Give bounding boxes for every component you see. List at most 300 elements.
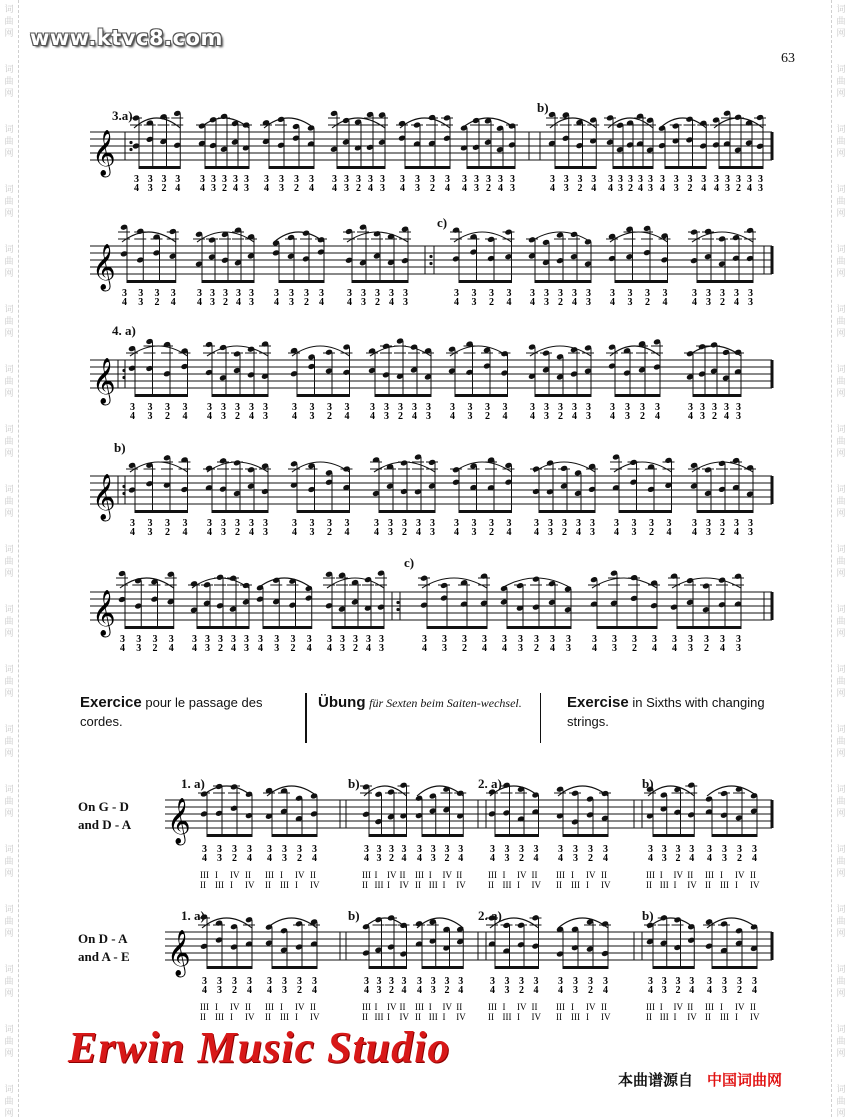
fingering-digit: 3 xyxy=(471,518,477,529)
repeat-dot xyxy=(429,255,432,258)
fingering-digit: 4 xyxy=(347,297,352,308)
fingering-digit: 3 xyxy=(221,411,226,422)
fingering-digit: 3 xyxy=(412,402,417,413)
margin-watermark-glyph: 曲 xyxy=(4,677,14,687)
fingering-digit: 3 xyxy=(422,634,427,645)
margin-watermark-glyph: 曲 xyxy=(836,617,846,627)
fingering-digit: 3 xyxy=(592,634,597,645)
fingering-digit: 3 xyxy=(714,174,719,185)
beam xyxy=(207,966,252,969)
fingering-digit: 3 xyxy=(222,174,227,185)
margin-watermark-glyph: 词 xyxy=(4,785,14,795)
margin-watermark-glyph: 词 xyxy=(836,665,846,675)
slur xyxy=(454,232,512,242)
string-numeral: IV xyxy=(687,1012,697,1022)
margin-watermark-glyph: 曲 xyxy=(4,497,14,507)
slur xyxy=(264,118,314,128)
fingering-digit: 4 xyxy=(274,297,279,308)
fingering-digit: 3 xyxy=(688,634,693,645)
fingering-digit: 3 xyxy=(736,402,741,413)
label-3c: c) xyxy=(437,215,448,230)
string-numeral: II xyxy=(245,1002,251,1012)
string-numeral: II xyxy=(705,1012,711,1022)
fingering-digit: 3 xyxy=(379,643,384,654)
margin-watermark-glyph: 网 xyxy=(4,989,14,999)
string-numeral: II xyxy=(646,880,652,890)
fingering-digit: 4 xyxy=(592,643,597,654)
fingering-digit: 4 xyxy=(454,527,459,538)
fingering-digit: 3 xyxy=(415,174,420,185)
string-numeral: I xyxy=(673,880,677,890)
fingering-digit: 2 xyxy=(588,853,593,864)
margin-watermark-glyph: 曲 xyxy=(4,197,14,207)
fingering-digit: 3 xyxy=(706,527,711,538)
fingering-digit: 3 xyxy=(722,976,727,987)
fingering-digit: 2 xyxy=(486,183,491,194)
margin-watermark-glyph: 曲 xyxy=(4,377,14,387)
fingering-digit: 3 xyxy=(504,976,510,987)
fingering-digit: 4 xyxy=(422,643,427,654)
fingering-digit: 4 xyxy=(534,527,539,538)
beam xyxy=(139,166,180,169)
fingering-digit: 4 xyxy=(200,183,205,194)
fingering-digit: 2 xyxy=(588,985,593,996)
fingering-digit: 3 xyxy=(138,288,144,299)
fingering-digit: 3 xyxy=(608,174,613,185)
fingering-digit: 3 xyxy=(661,853,667,864)
margin-watermark-glyph: 曲 xyxy=(836,1037,846,1047)
fingering-digit: 3 xyxy=(282,853,287,864)
string-label-1-line2: and D - A xyxy=(78,817,132,832)
beam xyxy=(615,280,668,283)
fingering-digit: 3 xyxy=(263,411,268,422)
fingering-digit: 4 xyxy=(482,643,487,654)
fingering-digit: 2 xyxy=(232,853,237,864)
string-numeral: I xyxy=(502,1002,506,1012)
fingering-digit: 4 xyxy=(638,183,643,194)
slur xyxy=(364,918,407,928)
beam xyxy=(405,166,450,169)
fingering-digit: 2 xyxy=(628,183,633,194)
fingering-digit: 2 xyxy=(165,411,170,422)
string-numeral: II xyxy=(399,1002,406,1012)
fingering-digit: 3 xyxy=(306,634,312,645)
fingering-digit: 3 xyxy=(720,634,725,645)
repeat-dot xyxy=(429,262,432,265)
fingering-digit: 3 xyxy=(591,174,597,185)
string-numeral: III xyxy=(374,1012,384,1022)
fingering-digit: 4 xyxy=(498,183,503,194)
fingering-digit: 3 xyxy=(430,527,435,538)
beam xyxy=(535,394,591,397)
fingering-digit: 3 xyxy=(249,288,254,299)
string-numeral: IV xyxy=(295,870,305,880)
slur xyxy=(130,346,188,356)
string-numeral: II xyxy=(265,880,271,890)
section-german-title: Übung xyxy=(318,694,366,711)
fingering-digit: 2 xyxy=(640,411,645,422)
fingering-digit: 3 xyxy=(279,174,284,185)
string-numeral: III xyxy=(280,1012,289,1022)
margin-watermark-glyph: 网 xyxy=(836,509,846,519)
string-numeral: III xyxy=(200,870,209,880)
string-numeral: II xyxy=(200,880,206,890)
fingering-digit: 3 xyxy=(489,288,494,299)
margin-watermark-glyph: 网 xyxy=(836,989,846,999)
fingering-digit: 4 xyxy=(707,853,712,864)
fingering-digit: 3 xyxy=(563,183,569,194)
fingering-digit: 3 xyxy=(263,527,268,538)
fingering-digit: 3 xyxy=(502,634,507,645)
string-numeral: IV xyxy=(387,870,397,880)
fingering-digit: 3 xyxy=(550,174,555,185)
fingering-digit: 3 xyxy=(688,643,693,654)
fingering-digit: 3 xyxy=(361,297,366,308)
string-numeral: I xyxy=(387,880,390,890)
fingering-digit: 3 xyxy=(274,643,280,654)
fingering-digit: 3 xyxy=(758,183,763,194)
fingering-digit: 3 xyxy=(374,518,379,529)
fingering-digit: 4 xyxy=(610,411,615,422)
fingering-digit: 3 xyxy=(758,174,763,185)
fingering-digit: 4 xyxy=(614,527,619,538)
fingering-digit: 3 xyxy=(672,634,677,645)
fingering-digit: 3 xyxy=(486,174,491,185)
string-numeral: IV xyxy=(399,1012,409,1022)
fingering-digit: 3 xyxy=(327,402,332,413)
margin-watermark-glyph: 词 xyxy=(4,965,14,975)
slur xyxy=(558,918,608,928)
fingering-digit: 3 xyxy=(401,976,407,987)
fingering-digit: 3 xyxy=(533,976,539,987)
string-numeral: I xyxy=(720,870,723,880)
beam xyxy=(495,966,539,969)
fingering-digit: 3 xyxy=(244,643,249,654)
fingering-digit: 4 xyxy=(401,985,407,996)
margin-watermark-glyph: 曲 xyxy=(836,317,846,327)
fingering-digit: 3 xyxy=(319,288,324,299)
fingering-digit: 3 xyxy=(747,174,752,185)
fingering-digit: 3 xyxy=(573,985,578,996)
beam xyxy=(495,834,539,837)
fingering-digit: 3 xyxy=(692,518,697,529)
fingering-digit: 3 xyxy=(648,183,653,194)
string-numeral: II xyxy=(399,870,406,880)
fingering-digit: 3 xyxy=(737,844,742,855)
fingering-digit: 3 xyxy=(210,297,215,308)
fingering-digit: 3 xyxy=(666,518,672,529)
fingering-digit: 3 xyxy=(704,634,709,645)
beam xyxy=(127,280,176,283)
fingering-digit: 3 xyxy=(707,844,712,855)
margin-watermark-glyph: 词 xyxy=(836,1085,846,1095)
fingering-digit: 3 xyxy=(292,402,297,413)
fingering-digit: 3 xyxy=(380,174,385,185)
string-numeral: I xyxy=(387,1012,390,1022)
string-numeral: IV xyxy=(531,1012,541,1022)
source-prefix: 本曲谱源自 xyxy=(618,1071,694,1089)
fingering-digit: 4 xyxy=(312,985,317,996)
fingering-digit: 4 xyxy=(572,297,577,308)
fingering-digit: 4 xyxy=(450,411,455,422)
margin-watermark-glyph: 词 xyxy=(836,245,846,255)
source-credit xyxy=(618,1069,782,1090)
fingering-digit: 4 xyxy=(462,183,467,194)
fingering-digit: 3 xyxy=(417,976,422,987)
slur xyxy=(202,786,252,796)
fingering-digit: 3 xyxy=(655,402,660,413)
section-french-text: pour le passage des cordes. xyxy=(80,695,263,729)
fingering-digit: 4 xyxy=(689,985,695,996)
fingering-digit: 2 xyxy=(222,183,227,194)
string-numeral: I xyxy=(295,1012,298,1022)
slur xyxy=(258,578,312,588)
fingering-digit: 3 xyxy=(235,518,240,529)
fingering-digit: 3 xyxy=(165,518,170,529)
fingering-digit: 3 xyxy=(737,976,742,987)
fingering-digit: 3 xyxy=(462,174,467,185)
studio-watermark: Erwin Music Studio xyxy=(68,1023,451,1072)
string-numeral: II xyxy=(705,880,711,890)
section-french xyxy=(80,693,307,743)
margin-watermark-glyph: 词 xyxy=(4,245,14,255)
fingering-digit: 2 xyxy=(737,985,742,996)
fingering-digit: 3 xyxy=(724,402,729,413)
fingering-digit: 3 xyxy=(518,634,523,645)
fingering-digit: 3 xyxy=(618,183,623,194)
fingering-digit: 4 xyxy=(364,985,369,996)
fingering-digit: 3 xyxy=(603,976,608,987)
fingering-digit: 4 xyxy=(454,297,459,308)
beam xyxy=(459,510,512,513)
fingering-digit: 3 xyxy=(734,518,739,529)
fingering-digit: 4 xyxy=(558,853,563,864)
fingering-digit: 2 xyxy=(534,643,539,654)
margin-watermark-glyph: 曲 xyxy=(836,77,846,87)
fingering-digit: 4 xyxy=(120,643,125,654)
fingering-digit: 3 xyxy=(590,527,595,538)
string-numeral: II xyxy=(531,1002,538,1012)
source-site: 中国词曲网 xyxy=(707,1071,783,1089)
fingering-digit: 3 xyxy=(327,634,332,645)
fingering-digit: 3 xyxy=(625,411,630,422)
fingering-digit: 3 xyxy=(645,288,650,299)
fingering-digit: 3 xyxy=(510,183,515,194)
string-numeral: II xyxy=(556,1012,562,1022)
string-numeral: IV xyxy=(673,870,683,880)
fingering-digit: 3 xyxy=(661,976,667,987)
string-numeral: III xyxy=(659,880,669,890)
fingering-digit: 3 xyxy=(389,288,394,299)
string-numeral: II xyxy=(601,1002,607,1012)
fingering-digit: 4 xyxy=(734,527,739,538)
slur xyxy=(417,786,463,796)
slur xyxy=(130,462,188,472)
string-numeral: III xyxy=(215,1012,224,1022)
fingering-digit: 3 xyxy=(720,518,725,529)
string-numeral: I xyxy=(586,880,589,890)
fingering-digit: 4 xyxy=(591,183,597,194)
string-numeral: IV xyxy=(673,1002,683,1012)
fingering-digit: 3 xyxy=(614,518,619,529)
fingering-digit: 3 xyxy=(752,844,757,855)
margin-watermark-glyph: 网 xyxy=(836,869,846,879)
margin-watermark-glyph: 曲 xyxy=(836,797,846,807)
fingering-digit: 2 xyxy=(353,643,358,654)
fingering-digit: 4 xyxy=(368,183,373,194)
fingering-digit: 3 xyxy=(364,976,369,987)
fingering-digit: 3 xyxy=(700,411,705,422)
fingering-digit: 3 xyxy=(590,518,595,529)
fingering-digit: 3 xyxy=(725,174,730,185)
fingering-digit: 3 xyxy=(205,643,210,654)
fingering-digit: 3 xyxy=(403,297,408,308)
fingering-digit: 2 xyxy=(519,853,524,864)
treble-clef: 𝄞 xyxy=(92,244,116,290)
label-ex1-2b: b) xyxy=(642,776,654,791)
fingering-digit: 3 xyxy=(274,288,279,299)
fingering-digit: 3 xyxy=(518,643,523,654)
fingering-digit: 3 xyxy=(403,288,408,299)
fingering-digit: 4 xyxy=(306,643,312,654)
margin-watermark-glyph: 网 xyxy=(4,389,14,399)
fingering-digit: 3 xyxy=(563,174,569,185)
margin-watermark-glyph: 曲 xyxy=(836,497,846,507)
string-numeral: II xyxy=(415,1012,421,1022)
string-numeral: IV xyxy=(245,1012,255,1022)
string-numeral: IV xyxy=(517,870,527,880)
fingering-digit: 3 xyxy=(347,288,352,299)
slur xyxy=(417,918,463,928)
margin-watermark-glyph: 网 xyxy=(836,329,846,339)
fingering-digit: 4 xyxy=(652,643,657,654)
treble-clef: 𝄞 xyxy=(92,130,116,176)
margin-watermark-glyph: 词 xyxy=(4,185,14,195)
string-numeral: IV xyxy=(310,1012,320,1022)
fingering-digit: 3 xyxy=(379,634,384,645)
fingering-digit: 3 xyxy=(454,288,459,299)
string-numeral: I xyxy=(230,880,233,890)
fingering-digit: 4 xyxy=(292,527,297,538)
beam xyxy=(712,966,757,969)
string-numeral: III xyxy=(659,1012,669,1022)
beam xyxy=(269,166,314,169)
fingering-digit: 2 xyxy=(218,643,223,654)
fingering-digit: 4 xyxy=(364,853,369,864)
fingering-digit: 3 xyxy=(282,985,287,996)
string-numeral: II xyxy=(687,1002,694,1012)
treble-clef: 𝄞 xyxy=(92,590,116,636)
fingering-digit: 3 xyxy=(282,976,287,987)
fingering-digit: 3 xyxy=(249,297,254,308)
fingering-digit: 2 xyxy=(687,183,693,194)
fingering-digit: 3 xyxy=(661,844,667,855)
string-numeral: II xyxy=(556,880,562,890)
string-numeral: II xyxy=(646,1012,652,1022)
fingering-digit: 3 xyxy=(235,402,240,413)
string-numeral: IV xyxy=(517,1002,527,1012)
fingering-digit: 3 xyxy=(675,844,681,855)
margin-watermark-glyph: 网 xyxy=(836,569,846,579)
margin-watermark-glyph: 曲 xyxy=(836,437,846,447)
beam xyxy=(613,166,653,169)
fingering-digit: 3 xyxy=(282,844,287,855)
fingering-digit: 3 xyxy=(558,288,563,299)
fingering-digit: 3 xyxy=(130,518,135,529)
margin-watermark-glyph: 曲 xyxy=(4,77,14,87)
beam xyxy=(653,834,694,837)
repeat-dot xyxy=(129,141,132,144)
fingering-digit: 3 xyxy=(530,402,535,413)
fingering-digit: 3 xyxy=(232,844,237,855)
fingering-digit: 3 xyxy=(247,844,252,855)
fingering-digit: 3 xyxy=(236,288,241,299)
fingering-digit: 3 xyxy=(736,643,741,654)
fingering-digit: 3 xyxy=(558,976,563,987)
beam xyxy=(197,626,249,629)
fingering-digit: 3 xyxy=(625,402,630,413)
fingering-digit: 4 xyxy=(374,527,379,538)
fingering-digit: 3 xyxy=(152,634,158,645)
fingering-digit: 3 xyxy=(688,402,693,413)
treble-clef: 𝄞 xyxy=(92,474,116,520)
fingering-digit: 3 xyxy=(533,844,539,855)
fingering-digit: 3 xyxy=(202,976,207,987)
label-ex2-1a: 1. a) xyxy=(181,908,205,923)
beam xyxy=(467,166,515,169)
fingering-digit: 4 xyxy=(247,853,252,864)
fingering-digit: 3 xyxy=(736,411,741,422)
string-numeral: II xyxy=(456,870,463,880)
fingering-digit: 4 xyxy=(666,527,672,538)
margin-watermark-glyph: 曲 xyxy=(4,857,14,867)
fingering-digit: 3 xyxy=(736,634,741,645)
fingering-digit: 3 xyxy=(175,174,181,185)
fingering-digit: 4 xyxy=(490,985,495,996)
fingering-digit: 3 xyxy=(467,402,473,413)
fingering-digit: 3 xyxy=(361,288,366,299)
fingering-digit: 3 xyxy=(264,174,269,185)
fingering-digit: 3 xyxy=(722,853,727,864)
fingering-digit: 3 xyxy=(249,402,254,413)
fingering-digit: 4 xyxy=(502,643,507,654)
string-numeral: IV xyxy=(586,1002,596,1012)
beam xyxy=(697,280,753,283)
slur xyxy=(400,118,450,128)
treble-clef: 𝄞 xyxy=(167,798,191,844)
string-numeral: IV xyxy=(601,880,611,890)
string-numeral: I xyxy=(673,1012,677,1022)
fingering-digit: 2 xyxy=(444,985,450,996)
margin-watermark-glyph: 网 xyxy=(4,569,14,579)
string-numeral: II xyxy=(415,880,421,890)
beam xyxy=(422,834,463,837)
beam xyxy=(135,394,188,397)
beam xyxy=(125,626,174,629)
label-ex1-2a: 2. a) xyxy=(478,776,502,791)
fingering-digit: 2 xyxy=(720,527,725,538)
fingering-digit: 3 xyxy=(474,183,479,194)
margin-watermark-glyph: 网 xyxy=(4,629,14,639)
fingering-digit: 3 xyxy=(207,402,212,413)
fingering-digit: 3 xyxy=(389,844,394,855)
fingering-digit: 4 xyxy=(207,527,212,538)
fingering-digit: 2 xyxy=(327,411,332,422)
fingering-digit: 4 xyxy=(401,853,407,864)
fingering-digit: 3 xyxy=(147,518,153,529)
fingering-digit: 3 xyxy=(218,634,223,645)
margin-watermark-glyph: 网 xyxy=(836,449,846,459)
